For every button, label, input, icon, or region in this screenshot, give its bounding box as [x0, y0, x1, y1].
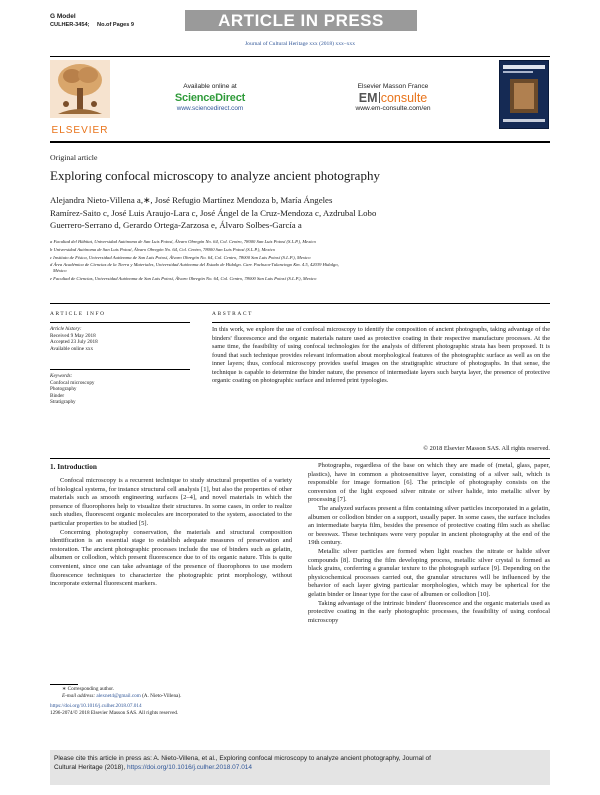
affiliation: e Facultad de Ciencias, Universidad Autónoma de San Luis Potosí, Álvaro Obregón No. 64, Col. Centro, 78000 San Luis Potosí (S.L.P.), Mexico: [50, 275, 317, 281]
author-list: [50, 194, 550, 232]
cite-line: Please cite this article in press as: A. Nieto-Villena, et al., Exploring confocal microscopy to analyze ancient photography, Journal of: [54, 755, 431, 762]
intro-left-column: [50, 477, 292, 589]
abstract-text: In this work, we explore the use of confocal microscopy to identify the composition of ancient photographs, taking advantage of the binders' fluorescence and the organic materials nature used as protective coating in their respective manufacture processes. At the same time, the feasibility of using confocal technologies for the analysis of different photographic strata has been proposed. It is found that such technique provides relevant information about morphological features of the photographic surface as well as on the inner layers; thus, confocal microscopy provides useful images on the stratigraphic structure of photographs. In that sense, the technique is capable to determine the binder nature, the presence of intermediate layers such baryta layer, the presence of protective organic coating on photographic surface and inferred print typologies.: [212, 326, 550, 384]
elsevier-tree-icon: [50, 60, 110, 118]
author-line: Guerrero-Serrano d, Gerardo Ortega-Zarzosa e, Álvaro Solbes-García a: [50, 220, 302, 231]
keyword: Photography: [50, 386, 77, 393]
keyword: Stratigraphy: [50, 399, 76, 406]
intro-right-column: [308, 462, 550, 625]
elsevier-logo: [50, 60, 110, 134]
keyword: Confocal microscopy: [50, 379, 95, 386]
sciencedirect-url[interactable]: www.sciencedirect.com: [176, 105, 244, 112]
abstract-rule: [212, 322, 550, 323]
paragraph: Metallic silver particles are formed when light reaches the nitrate or halide silver compounds [8]. During the film developing process, metallic silver crystal is formed as black grains, conferring a granular texture to the photograph surface [9]. Depending on the physicochemical processes carried out, the granular structures will be influenced by the behavior of each layer giving particular morphologies, which may be spherical for the gelatin binder or linear type for the case of albumen or collodion [10].: [308, 547, 550, 598]
footnotes: [50, 686, 310, 716]
affiliation: d Área Académica de Ciencias de la Tierra y Materiales, Universidad Autónoma del Estado de Hidalgo. Carr. Pachuca-Tulancingo Km. 4.5, 42039 Hidalgo,: [50, 262, 339, 268]
history-label: Article history:: [50, 326, 82, 332]
email-line: [50, 693, 310, 700]
cite-doi-link[interactable]: https://doi.org/10.1016/j.culher.2018.07.014: [127, 764, 253, 771]
keyword: Binder: [50, 392, 65, 399]
paragraph: Concerning photography conservation, the materials and structural composition identification is an essential stage to establish adequate measures of preservation and restoration. The ancient photographic processes include the use of binders such as gelatin, albumen or collodion, which present fluorescence due to of its organic nature. This is quite convenient, since one can take advantage of the presence of fluorophores to use modern fluorescence techniques to characterize the photographic print morphology, without incorporate external fluorescent markers.: [50, 528, 292, 588]
affiliations-rule: [50, 303, 550, 304]
header-band: [50, 56, 550, 141]
consulte-text: consulte: [380, 91, 428, 105]
cite-line: [54, 763, 546, 772]
author-line: Alejandra Nieto-Villena a,∗, José Refugio Martínez Mendoza b, María Ángeles: [50, 195, 333, 205]
citation-box: [50, 750, 550, 785]
elsevier-wordmark: ELSEVIER: [51, 125, 109, 136]
doi-link[interactable]: https://doi.org/10.1016/j.culher.2018.07.014: [50, 703, 142, 710]
sciencedirect-block: [150, 83, 270, 112]
email-link[interactable]: alexnet4@gmail.com: [96, 692, 141, 699]
article-code: [50, 22, 134, 28]
masson-label: Elsevier Masson France: [357, 83, 429, 90]
affiliation: c Instituto de Física, Universidad Autónoma de San Luis Potosí, Álvaro Obregón No. 64, Col. Centro, 78000 San Luis Potosí (S.L.P.), Mexico: [50, 254, 311, 260]
paragraph: Photographs, regardless of the base on which they are made of (metal, glass, paper, plastics), have in common a photosensitive layer, consisting of a silver salt, which is responsible for image formation [6]. The principle of photography consists on the conversion of the light exposed silver nitrate or silver halide, into metallic silver by processing [7].: [308, 462, 550, 504]
logo-divider: [379, 92, 380, 103]
article-title: Exploring confocal microscopy to analyze ancient photography: [50, 168, 380, 183]
paragraph: The analyzed surfaces present a film containing silver particles incorporated in a gelatin, albumen or collodion binder on a support, usually paper. In some cases, the surface includes an intermediate baryta film, besides the presence of protective coating film such as shellac or beeswax. These techniques were very popular in ancient photography at the end of the 19th century.: [308, 504, 550, 547]
emconsulte-url[interactable]: www.em-consulte.com/en: [355, 105, 431, 112]
cite-prefix: Cultural Heritage (2018),: [54, 764, 126, 771]
paragraph: Taking advantage of the intrinsic binders' fluorescence and the organic materials used as protective coating in the early photographic processes, the feasibility of using confocal microscopy: [308, 599, 550, 624]
emconsulte-block: [328, 83, 458, 112]
article-in-press-banner: ARTICLE IN PRESS: [185, 10, 417, 31]
affiliation: b Universidad Autónoma de San Luis Potosí, Álvaro Obregón No. 64, Col. Centro, 78000 San Luis Potosí (S.L.P.), Mexico: [50, 246, 276, 252]
footnote-rule: [50, 684, 78, 685]
available-online-label: Available online at: [183, 83, 237, 90]
keywords: [50, 373, 190, 406]
abstract-heading: ABSTRACT: [212, 311, 253, 317]
keywords-rule: [50, 369, 190, 370]
journal-line[interactable]: Journal of Cultural Heritage xxx (2018) xxx–xxx: [245, 41, 355, 47]
article-info-rule: [50, 322, 190, 323]
email-owner: (A. Nieto-Villena).: [142, 692, 182, 699]
copyright-line: © 2018 Elsevier Masson SAS. All rights reserved.: [423, 445, 550, 452]
page-count: No.of Pages 9: [97, 22, 135, 28]
affiliation: México: [53, 268, 67, 274]
em-text: EM: [358, 91, 378, 105]
article-history: [50, 326, 190, 352]
journal-cover-thumbnail: [499, 60, 549, 129]
affiliation: a Facultad del Hábitat, Universidad Autónoma de San Luis Potosí, Álvaro Obregón No. 64, Col. Centro, 78000 San Luis Potosí (S.L.P.), Mexico: [50, 239, 316, 244]
issn-line: 1296-2074/© 2018 Elsevier Masson SAS. All rights reserved.: [50, 709, 179, 716]
article-code-left: CULHER-3454;: [50, 22, 90, 28]
abstract-bottom-rule: [50, 458, 550, 459]
affiliations: [50, 239, 550, 282]
paragraph: Confocal microscopy is a recurrent technique to study structural properties of a variety of biological systems, for instance structural cell analysis [1], but also the properties of other materials such as smooth engineering surfaces [2–4], and novel materials in which the presence of fluorophores help to visualize their structures. In some cases, in order to realize such studies, fluorescent organic molecules are incorporated to the system, associated to the particular properties to be studied [5].: [50, 477, 292, 527]
article-info-heading: ARTICLE INFO: [50, 311, 106, 317]
history-online: Available online xxx: [50, 345, 94, 352]
g-model-label: G Model: [50, 13, 76, 20]
keywords-label: Keywords:: [50, 373, 73, 379]
corresponding-author: ∗ Corresponding author.: [62, 686, 115, 692]
sciencedirect-logo[interactable]: ScienceDirect: [174, 92, 246, 104]
intro-heading: 1. Introduction: [50, 462, 97, 471]
article-type: Original article: [50, 153, 98, 162]
history-accepted: Accepted 23 July 2018: [50, 339, 98, 346]
author-line: Ramírez-Saito c, José Luis Araujo-Lara c, José Ángel de la Cruz-Mendoza c, Azdrubal Lobo: [50, 207, 377, 218]
emconsulte-logo[interactable]: [328, 91, 458, 105]
header-bottom-rule: [50, 141, 550, 143]
history-received: Received 9 May 2018: [50, 332, 96, 339]
email-label: E-mail address:: [62, 692, 96, 699]
